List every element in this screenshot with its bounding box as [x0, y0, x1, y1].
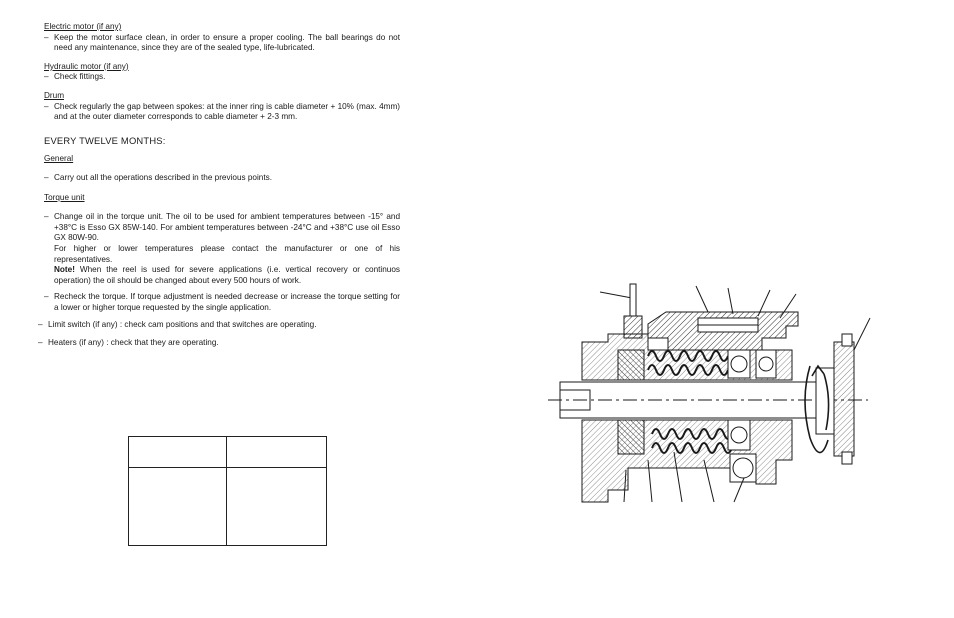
recheck-text: Recheck the torque. If torque adjustment is needed decrease or increase the torque setting for a lower or higher torque requested by the single application. [54, 292, 400, 312]
empty-record-table [128, 436, 327, 546]
heaters-item: – Heaters (if any) : check that they are operating. [38, 338, 219, 348]
torque-unit-cross-section-icon [548, 270, 878, 520]
torque-oil-text: Change oil in the torque unit. The oil to be used for ambient temperatures between -15° and +38°C is Esso GX 85W-140. For ambient temperatures between -24°C and +38°C use oil Esso GX 80W-90. [54, 212, 400, 243]
table-header-divider [129, 467, 326, 468]
general-heading: General [44, 154, 74, 164]
torque-unit-heading: Torque unit [44, 192, 85, 202]
electric-motor-item: – Keep the motor surface clean, in order to ensure a proper cooling. The ball bearings do not need any maintenance, since they are of the sealed type, life-lubricated. [44, 32, 400, 53]
hydraulic-motor-heading: Hydraulic motor (if any) [44, 61, 129, 71]
table-column-divider [226, 437, 227, 545]
electric-motor-text: Keep the motor surface clean, in order to ensure a proper cooling. The ball bearings do not need any maintenance, since they are of the sealed type, life-lubricated. [54, 32, 400, 53]
general-text: Carry out all the operations described in the previous points. [54, 172, 273, 182]
recheck-item: – Recheck the torque. If torque adjustment is needed decrease or increase the torque setting for a lower or higher torque requested by the single application. [44, 292, 400, 312]
limit-switch-text: Limit switch (if any) : check cam positions and that switches are operating. [48, 320, 317, 330]
drum-item: – Check regularly the gap between spokes: at the inner ring is cable diameter + 10% (max. 4mm) and at the outer diameter corresponds to cable diameter + 2-3 mm. [44, 101, 400, 122]
electric-motor-heading: Electric motor (if any) [44, 22, 122, 31]
torque-unit-item: – Change oil in the torque unit. The oil to be used for ambient temperatures between -15° and +38°C is Esso GX 85W-140. For ambient temperatures between -24°C and +38°C use oil Esso GX 80W-90. For higher or lower temperatures please contact the manufacturer or one of his representatives. Note! When the reel is used for severe applications (i.e. vertical recovery or continuos operation) the oil should be changed about every 500 hours of work. [44, 212, 400, 285]
heaters-text: Heaters (if any) : check that they are operating. [48, 338, 219, 348]
drum-heading: Drum [44, 90, 65, 100]
hydraulic-motor-text: Check fittings. [54, 72, 106, 82]
limit-switch-item: – Limit switch (if any) : check cam positions and that switches are operating. [38, 320, 317, 330]
torque-temperature-text: For higher or lower temperatures please contact the manufacturer or one of his representatives. [54, 243, 400, 264]
note-label: Note! [54, 265, 75, 275]
hydraulic-motor-item: – Check fittings. [44, 72, 400, 83]
torque-note [54, 265, 400, 286]
maintenance-text [38, 22, 400, 349]
note-text: When the reel is used for severe applications (i.e. vertical recovery or continuos operation) the oil should be changed about every 500 hours of work. [54, 265, 400, 285]
drum-text: Check regularly the gap between spokes: at the inner ring is cable diameter + 10% (max. 4mm) and at the outer diameter corresponds to cable diameter + 2-3 mm. [54, 101, 400, 122]
every-twelve-months-heading: EVERY TWELVE MONTHS: [44, 134, 166, 146]
general-item: – Carry out all the operations described in the previous points. [44, 173, 400, 184]
